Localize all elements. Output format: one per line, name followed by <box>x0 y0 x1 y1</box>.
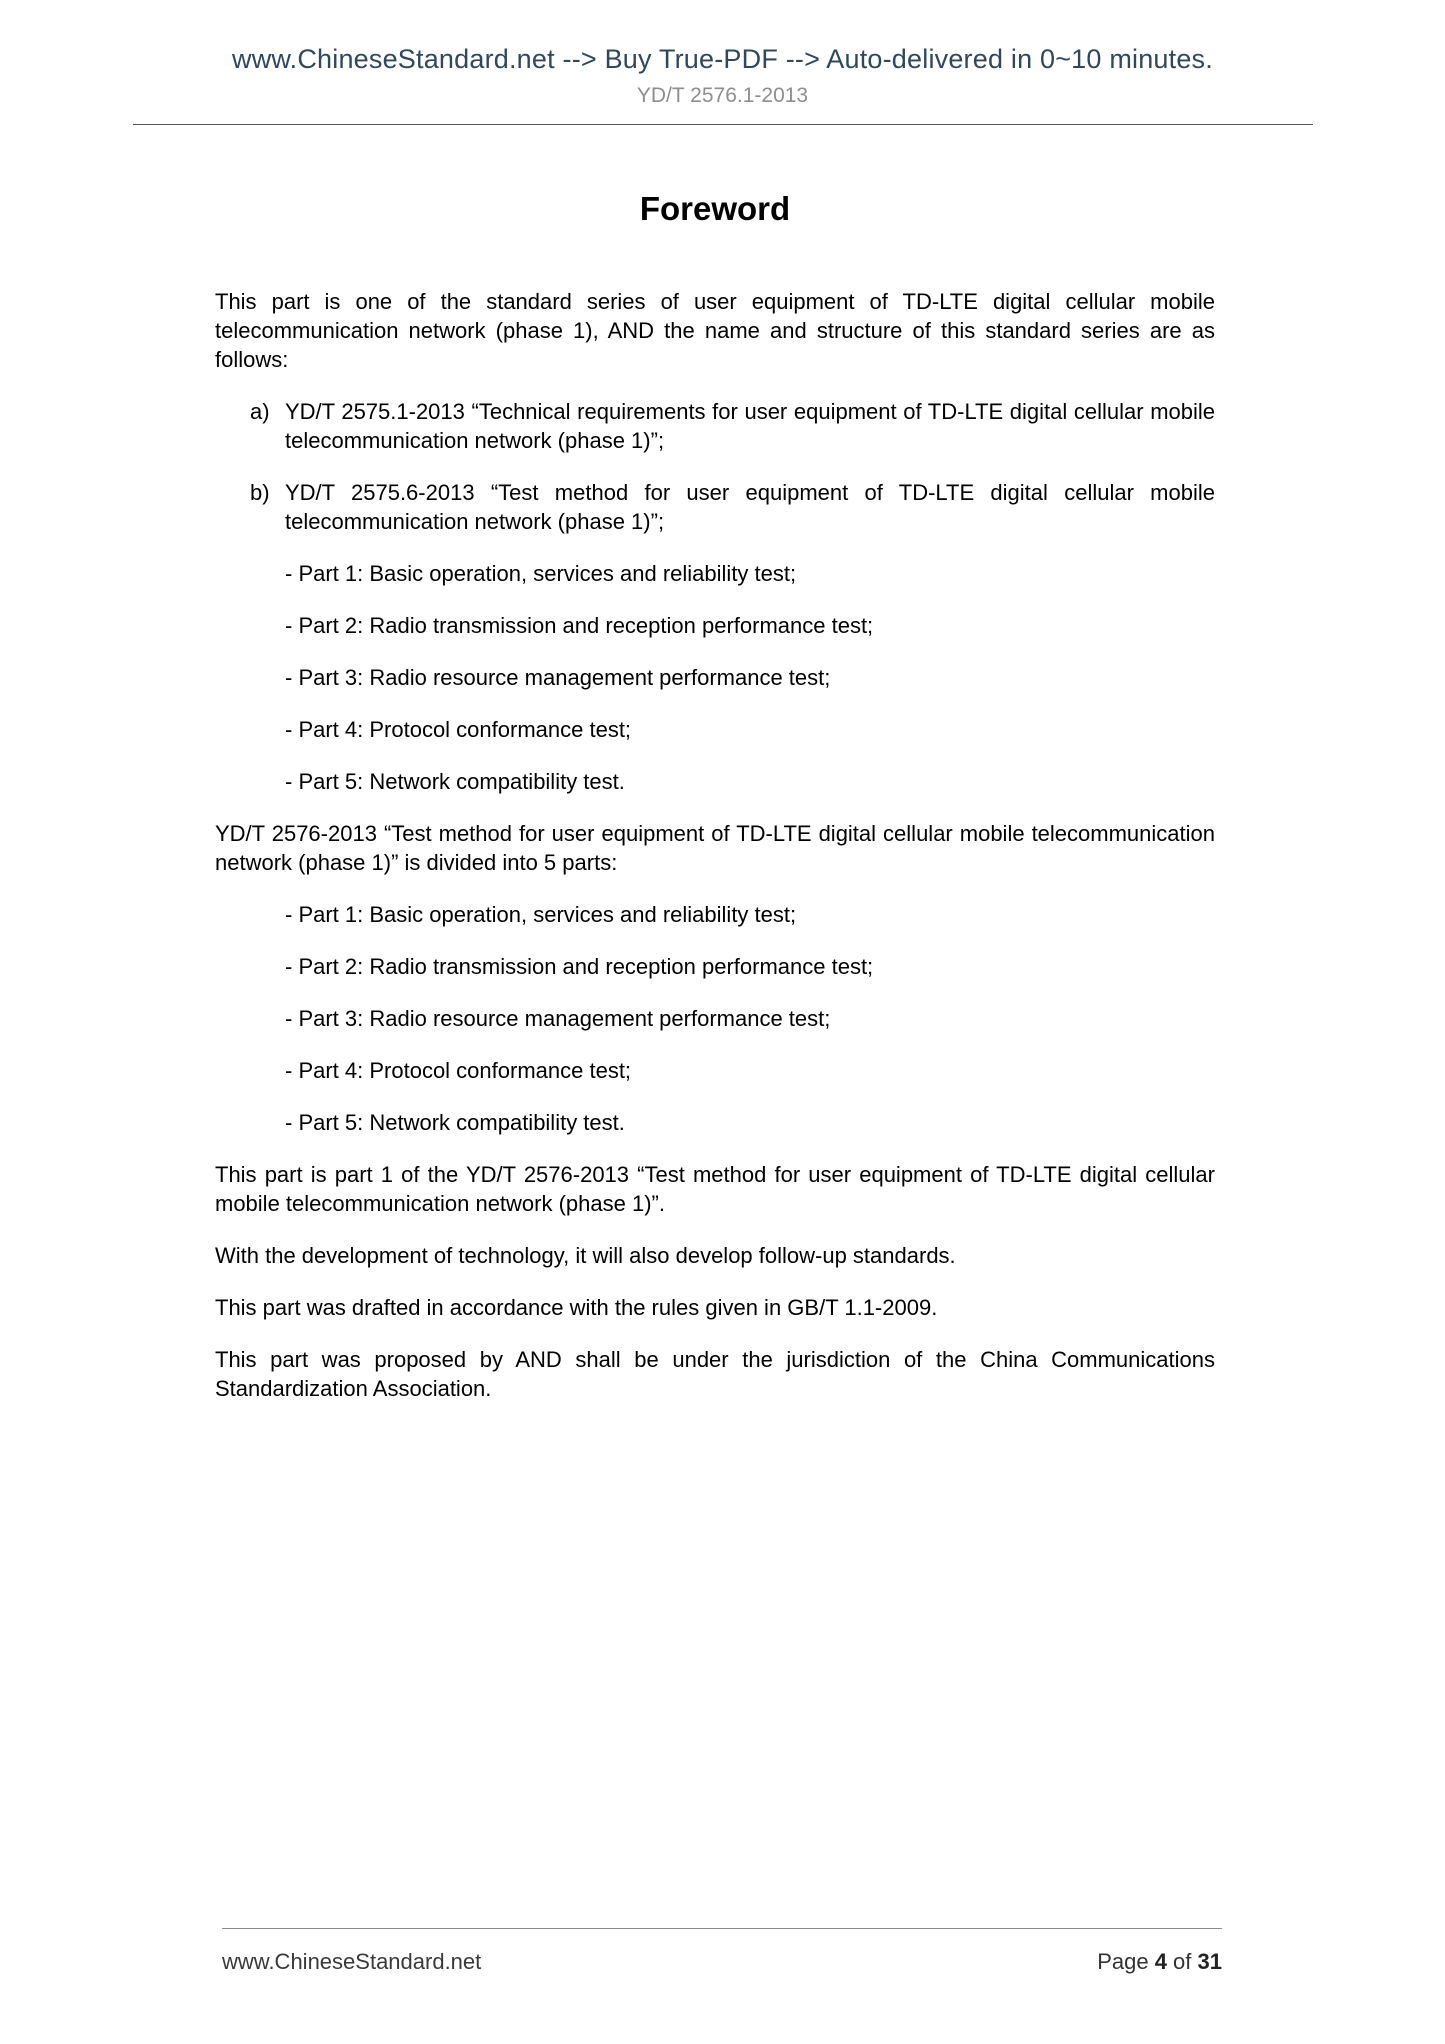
development-paragraph: With the development of technology, it will also develop follow-up standards. <box>215 1243 956 1269</box>
part-list-item: - Part 5: Network compatibility test. <box>285 768 625 794</box>
part-list-item: - Part 1: Basic operation, services and reliability test; <box>285 901 797 927</box>
footer-site-text: www.ChineseStandard.net <box>222 1949 482 1974</box>
part-list-item: - Part 3: Radio resource management performance test; <box>285 664 831 690</box>
part-list-item: - Part 2: Radio transmission and reception performance test; <box>285 612 874 638</box>
list-item-a-text: YD/T 2575.1-2013 “Technical requirements for user equipment of TD-LTE digital cellular mobile telecommunication network (phase 1)”; <box>285 398 1215 453</box>
part-list-item: - Part 2: Radio transmission and reception performance test; <box>285 954 874 980</box>
list-item-b-text: YD/T 2575.6-2013 “Test method for user equipment of TD-LTE digital cellular mobile telecommunication network (phase 1)”; <box>285 479 1215 534</box>
page-header <box>0 0 1445 125</box>
list-marker-a: a) <box>250 398 270 424</box>
list-item-a <box>215 397 1215 455</box>
part-list-item: - Part 4: Protocol conformance test; <box>285 1058 632 1084</box>
site-banner: www.ChineseStandard.net --> Buy True-PDF --> Auto-delivered in 0~10 minutes. <box>232 44 1213 74</box>
series-division-paragraph: YD/T 2576-2013 “Test method for user equipment of TD-LTE digital cellular mobile telecommunication network (phase 1)” is divided into 5 parts: <box>215 820 1215 875</box>
page-total-number: 31 <box>1197 1949 1222 1974</box>
page-current-number: 4 <box>1154 1949 1167 1974</box>
page-title: Foreword <box>639 190 791 227</box>
page-footer <box>222 1928 1222 1975</box>
list-item-b <box>215 478 1215 536</box>
document-content <box>215 187 1215 1403</box>
drafting-rules-paragraph: This part was drafted in accordance with the rules given in GB/T 1.1-2009. <box>215 1295 938 1321</box>
header-divider <box>133 124 1313 125</box>
page-indicator-of: of <box>1166 1949 1198 1974</box>
jurisdiction-paragraph: This part was proposed by AND shall be under the jurisdiction of the China Communications Standardization Association. <box>215 1347 1215 1402</box>
list-marker-b: b) <box>250 479 270 505</box>
part-list-item: - Part 5: Network compatibility test. <box>285 1110 625 1136</box>
part-list-item: - Part 3: Radio resource management performance test; <box>285 1006 831 1032</box>
doc-code: YD/T 2576.1-2013 <box>636 84 809 107</box>
page-indicator <box>1097 1949 1222 1975</box>
intro-paragraph: This part is one of the standard series of user equipment of TD-LTE digital cellular mobile telecommunication network (phase 1), AND the name and structure of this standard series are as follows: <box>215 288 1215 372</box>
part-list-item: - Part 1: Basic operation, services and reliability test; <box>285 560 797 586</box>
part-list-item: - Part 4: Protocol conformance test; <box>285 716 632 742</box>
part1-statement-paragraph: This part is part 1 of the YD/T 2576-2013 “Test method for user equipment of TD-LTE digital cellular mobile telecommunication network (phase 1)”. <box>215 1162 1215 1217</box>
page-indicator-prefix: Page <box>1097 1949 1155 1974</box>
